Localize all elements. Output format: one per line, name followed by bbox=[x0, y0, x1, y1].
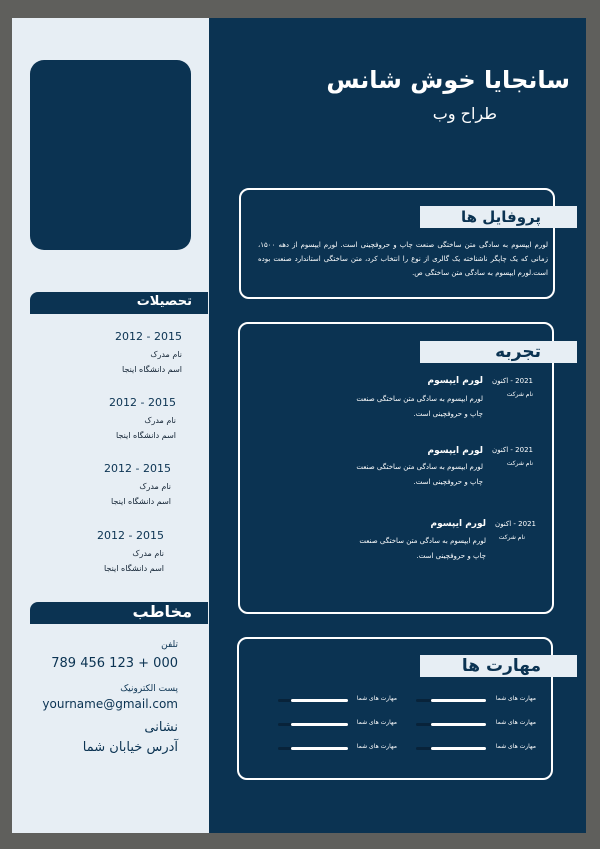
experience-role: لورم ایپسوم bbox=[427, 376, 483, 386]
phone-value: 000 + 123 456 789 bbox=[51, 656, 178, 671]
address-label: نشانی bbox=[144, 720, 178, 735]
education-item bbox=[109, 396, 176, 440]
education-years: 2015 - 2012 bbox=[104, 462, 171, 475]
profile-heading: پروفایل ها bbox=[420, 206, 577, 228]
email-label: پست الکترونیک bbox=[120, 684, 178, 694]
education-years: 2015 - 2012 bbox=[109, 396, 176, 409]
experience-company: نام شرکت bbox=[506, 391, 533, 398]
education-degree: نام مدرک bbox=[139, 482, 171, 491]
education-university: اسم دانشگاه اینجا bbox=[104, 564, 164, 573]
experience-heading: تجربه bbox=[420, 341, 577, 363]
skill-label: مهارت های شما bbox=[495, 719, 536, 726]
skill-bar-fill bbox=[431, 699, 486, 702]
email-value: yourname@gmail.com bbox=[42, 697, 178, 711]
skill-bar-fill bbox=[291, 747, 348, 750]
person-name: سانجایا خوش شانس bbox=[326, 66, 570, 94]
education-item bbox=[97, 529, 164, 573]
skill-label: مهارت های شما bbox=[495, 743, 536, 750]
phone-label: تلفن bbox=[161, 640, 178, 650]
experience-company: نام شرکت bbox=[498, 534, 525, 541]
profile-photo-placeholder bbox=[30, 60, 191, 250]
education-degree: نام مدرک bbox=[150, 350, 182, 359]
education-degree: نام مدرک bbox=[132, 549, 164, 558]
profile-text: لورم ایپسوم به سادگی متن ساختگی صنعت چاپ و حروفچینی است. لورم ایپسوم از دهه ۱۵۰۰، زمانی که یک چاپگر ناشناخته یک گالری از نوع را انتخاب کرد، متن ساختگی استاندارد صنعت بوده است.لورم ایپسوم به سادگی متن ساختگی ص. bbox=[258, 241, 548, 277]
job-title: طراح وب bbox=[432, 104, 497, 123]
address-value: آدرس خیابان شما bbox=[82, 740, 178, 755]
experience-date: 2021 - اکنون bbox=[495, 520, 536, 528]
education-item bbox=[115, 330, 182, 374]
education-university: اسم دانشگاه اینجا bbox=[116, 431, 176, 440]
experience-description: لورم ایپسوم به سادگی متن ساختگی صنعت چاپ و حروفچینی است. bbox=[356, 395, 483, 418]
skill-label: مهارت های شما bbox=[356, 719, 397, 726]
experience-description: لورم ایپسوم به سادگی متن ساختگی صنعت چاپ و حروفچینی است. bbox=[359, 537, 486, 560]
skill-bar-fill bbox=[291, 723, 348, 726]
skills-heading: مهارت ها bbox=[420, 655, 577, 677]
experience-role: لورم ایپسوم bbox=[427, 446, 483, 456]
education-university: اسم دانشگاه اینجا bbox=[111, 497, 171, 506]
contact-heading: مخاطب bbox=[30, 602, 208, 624]
skill-label: مهارت های شما bbox=[356, 695, 397, 702]
education-years: 2015 - 2012 bbox=[115, 330, 182, 343]
skill-bar-fill bbox=[431, 723, 486, 726]
education-heading: تحصیلات bbox=[30, 292, 208, 314]
skill-bar-fill bbox=[291, 699, 348, 702]
experience-company: نام شرکت bbox=[506, 460, 533, 467]
experience-date: 2021 - اکنون bbox=[492, 446, 533, 454]
experience-description: لورم ایپسوم به سادگی متن ساختگی صنعت چاپ و حروفچینی است. bbox=[356, 463, 483, 486]
experience-date: 2021 - اکنون bbox=[492, 377, 533, 385]
experience-role: لورم ایپسوم bbox=[430, 519, 486, 529]
education-years: 2015 - 2012 bbox=[97, 529, 164, 542]
education-item bbox=[104, 462, 171, 506]
skill-label: مهارت های شما bbox=[356, 743, 397, 750]
education-university: اسم دانشگاه اینجا bbox=[122, 365, 182, 374]
skill-label: مهارت های شما bbox=[495, 695, 536, 702]
skill-bar-fill bbox=[431, 747, 486, 750]
education-degree: نام مدرک bbox=[144, 416, 176, 425]
